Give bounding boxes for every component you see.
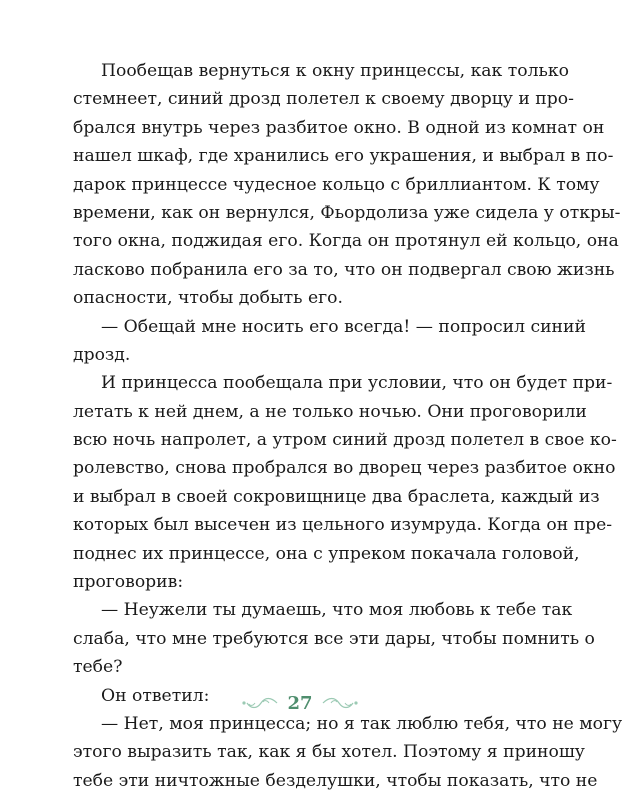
text-line: опасности, чтобы добыть его.	[73, 288, 343, 309]
text-line: брался внутрь через разбитое окно. В одной из комнат он	[73, 117, 605, 138]
text-line: поднес их принцессе, она с упреком покачала головой,	[73, 543, 580, 564]
text-line: И принцесса пообещала при условии, что он будет при-	[101, 373, 613, 394]
text-line: ласково побранила его за то, что он подвергал свою жизнь	[73, 259, 615, 280]
text-line: — Обещай мне носить его всегда! — попросил синий	[101, 316, 586, 337]
text-line: тебе?	[73, 657, 123, 678]
left-ornament-icon	[239, 694, 279, 712]
page-number: 27	[287, 692, 313, 714]
text-line: этого выразить так, как я бы хотел. Поэтому я приношу	[73, 742, 585, 763]
text-line: ролевство, снова пробрался во дворец через разбитое окно	[73, 458, 616, 479]
text-line: того окна, поджидая его. Когда он протянул ей кольцо, она	[73, 231, 619, 252]
text-line: всю ночь напролет, а утром синий дрозд полетел в свое ко-	[73, 430, 617, 451]
text-line: Он ответил:	[101, 685, 210, 706]
text-line: времени, как он вернулся, Фьордолиза уже сидела у откры-	[73, 202, 621, 223]
text-line: — Неужели ты думаешь, что моя любовь к тебе так	[101, 600, 573, 621]
text-line: дарок принцессе чудесное кольцо с бриллиантом. К тому	[73, 174, 600, 195]
body-text	[73, 57, 622, 795]
text-line: стемнеет, синий дрозд полетел к своему дворцу и про-	[73, 89, 574, 110]
text-line: слаба, что мне требуются все эти дары, чтобы помнить о	[73, 628, 595, 649]
text-line: и выбрал в своей сокровищнице два браслета, каждый из	[73, 486, 600, 507]
text-line: дрозд.	[73, 344, 131, 365]
text-line: тебе эти ничтожные безделушки, чтобы показать, что не	[73, 770, 598, 791]
text-line: Пообещав вернуться к окну принцессы, как только	[101, 61, 569, 81]
text-line: которых был высечен из цельного изумруда. Когда он пре-	[73, 515, 613, 536]
text-line: проговорив:	[73, 572, 184, 593]
text-line: нашел шкаф, где хранились его украшения, и выбрал в по-	[73, 146, 614, 167]
text-line: — Нет, моя принцесса; но я так люблю тебя, что не могу	[101, 713, 622, 734]
text-line: летать к ней днем, а не только ночью. Они проговорили	[73, 401, 587, 422]
right-ornament-icon	[321, 694, 361, 712]
page-footer	[0, 688, 600, 718]
